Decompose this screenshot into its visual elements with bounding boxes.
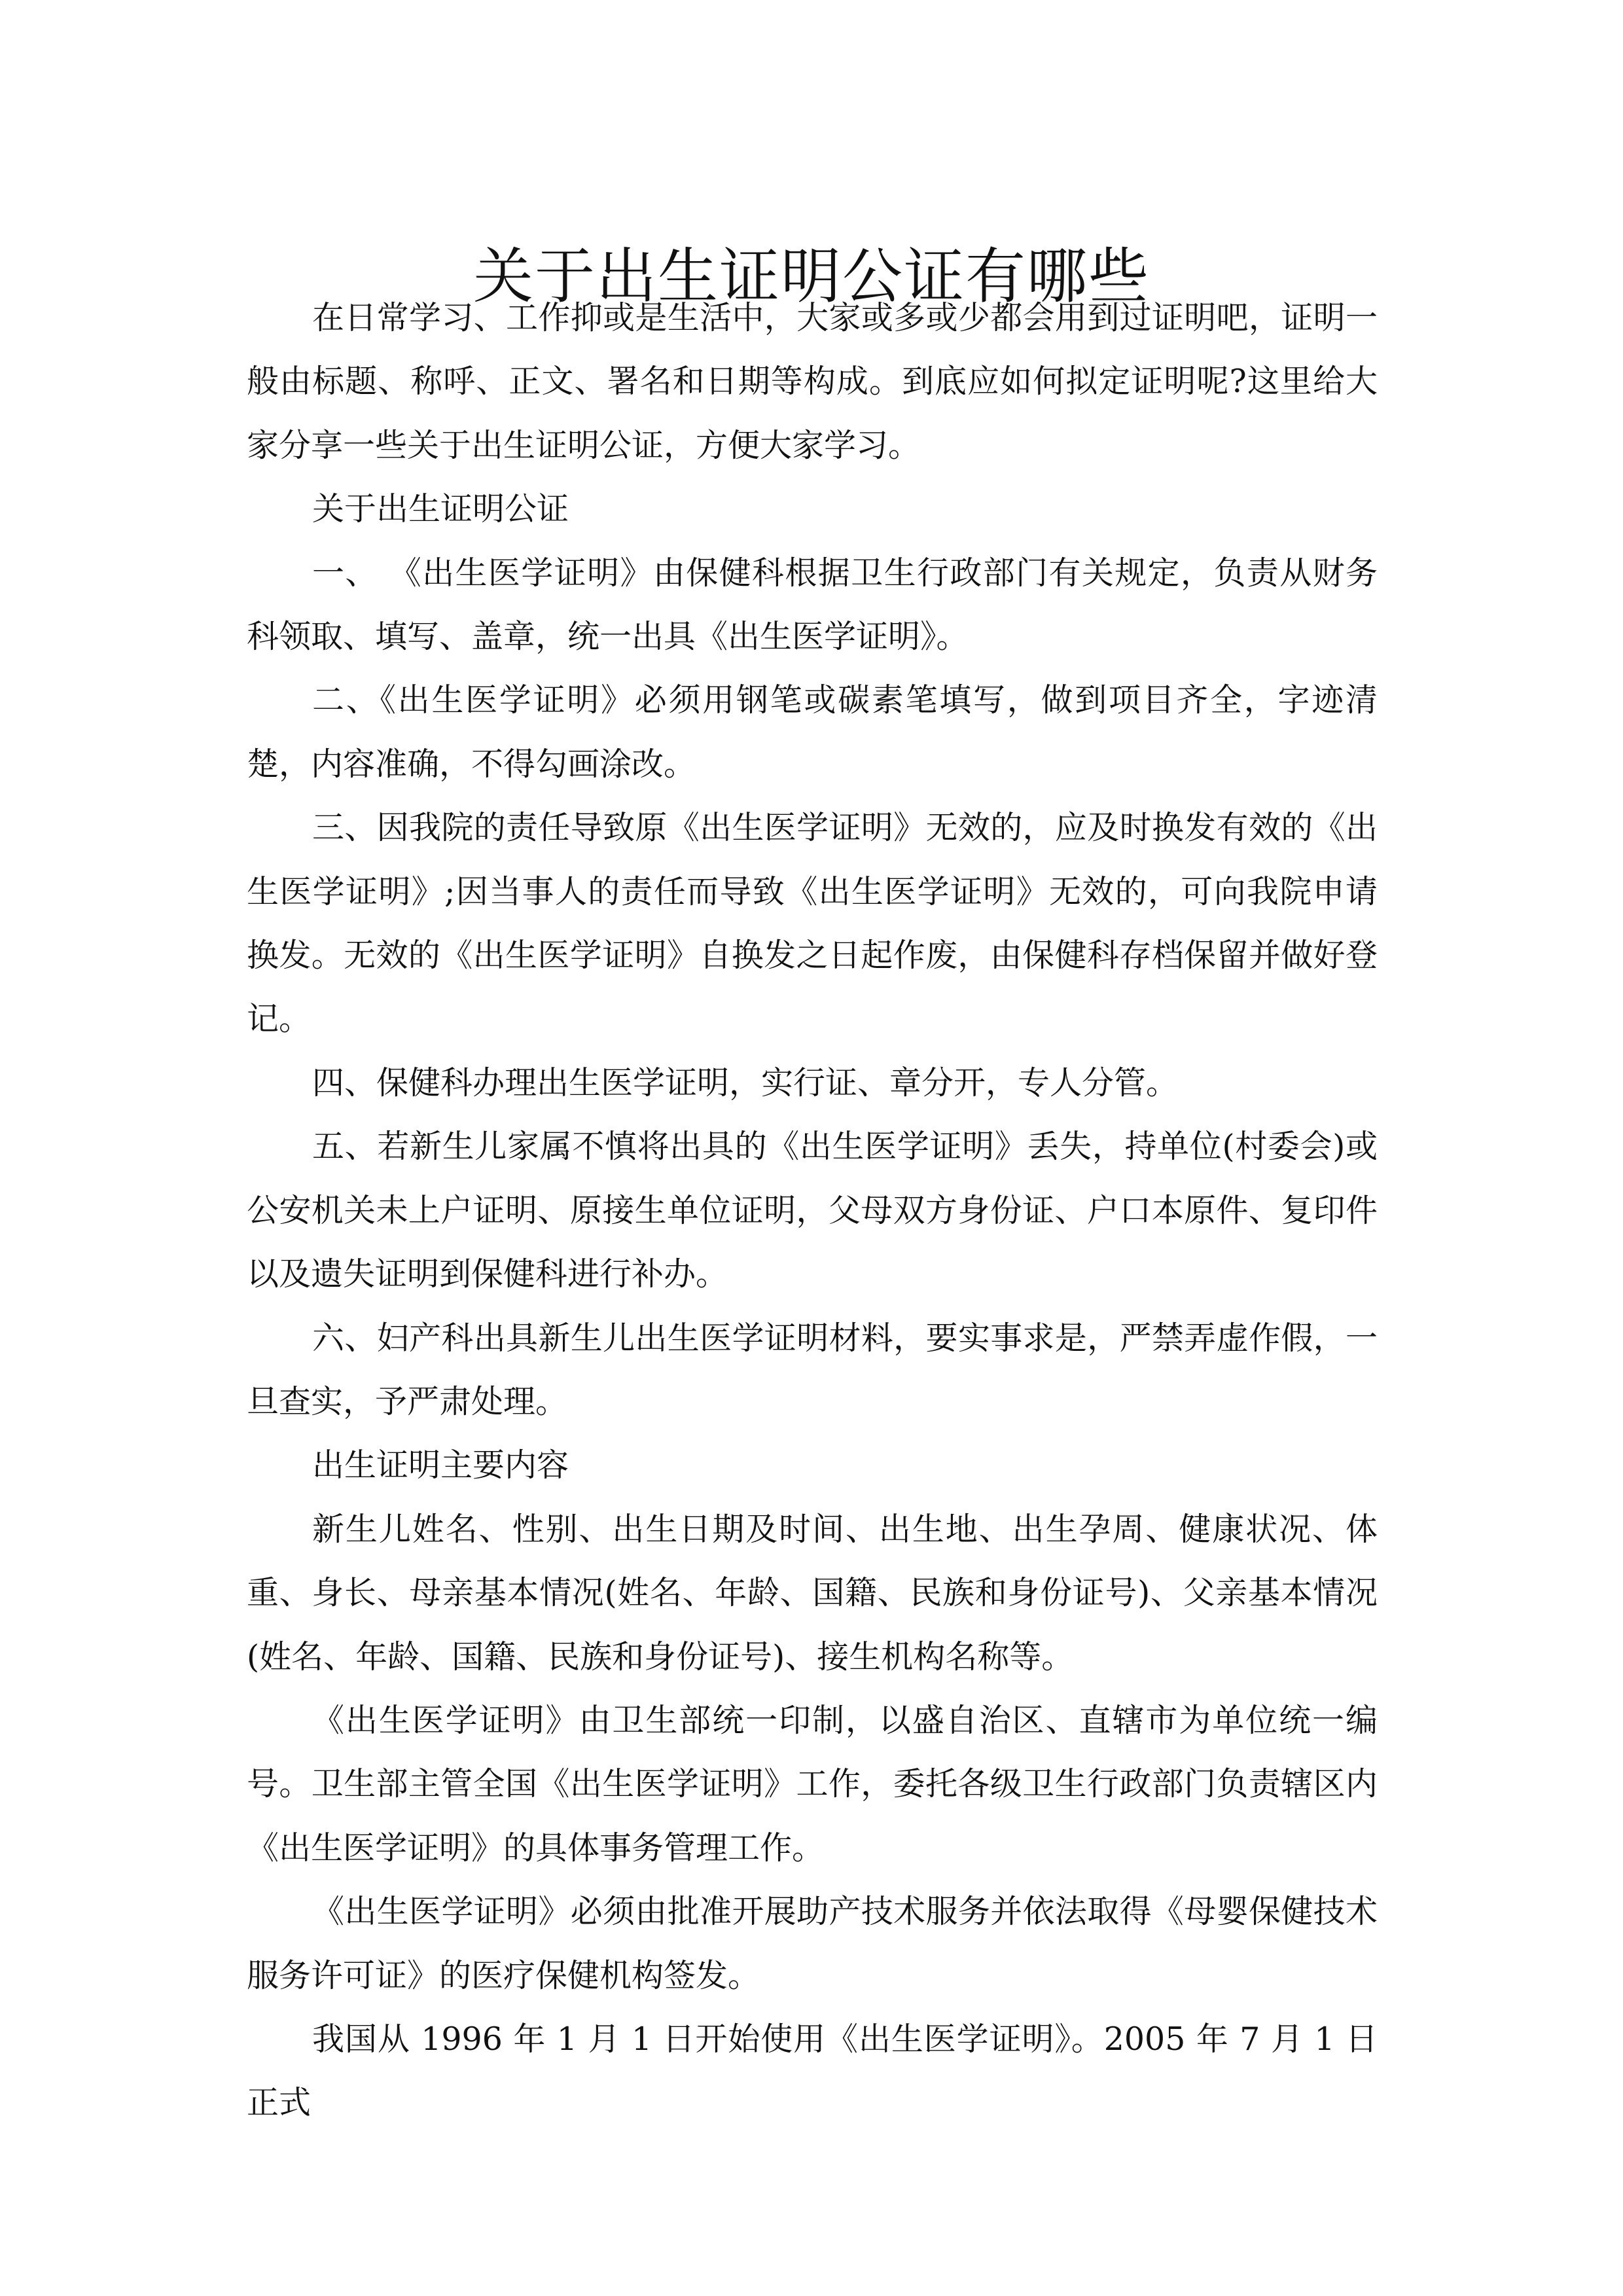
section-heading-notarization: 关于出生证明公证 xyxy=(312,490,569,528)
paragraph-item-3: 三、因我院的责任导致原《出生医学证明》无效的，应及时换发有效的《出生医学证明》;因当事人的责任而导致《出生医学证明》无效的，可向我院申请换发。无效的《出生医学证明》自换发之日起作废，由保健科存档保留并做好登记。 xyxy=(247,809,1378,1038)
paragraph-printing: 《出生医学证明》由卫生部统一印制，以盛自治区、直辖市为单位统一编号。卫生部主管全国《出生医学证明》工作，委托各级卫生行政部门负责辖区内《出生医学证明》的具体事务管理工作。 xyxy=(247,1701,1378,1867)
paragraph-item-6: 六、妇产科出具新生儿出生医学证明材料，要实事求是，严禁弄虚作假，一旦查实，予严肃处理。 xyxy=(247,1319,1378,1420)
section-heading-main-content: 出生证明主要内容 xyxy=(312,1446,569,1484)
paragraph-item-5: 五、若新生儿家属不慎将出具的《出生医学证明》丢失，持单位(村委会)或公安机关未上户证明、原接生单位证明，父母双方身份证、户口本原件、复印件以及遗失证明到保健科进行补办。 xyxy=(247,1128,1378,1293)
paragraph-content-list: 新生儿姓名、性别、出生日期及时间、出生地、出生孕周、健康状况、体重、身长、母亲基本情况(姓名、年龄、国籍、民族和身份证号)、父亲基本情况(姓名、年龄、国籍、民族和身份证号)、接生机构名称等。 xyxy=(247,1510,1378,1676)
paragraph-intro: 在日常学习、工作抑或是生活中，大家或多或少都会用到过证明吧，证明一般由标题、称呼、正文、署名和日期等构成。到底应如何拟定证明呢?这里给大家分享一些关于出生证明公证，方便大家学习。 xyxy=(247,299,1378,464)
paragraph-history: 我国从 1996 年 1 月 1 日开始使用《出生医学证明》。2005 年 7 月 1 日正式 xyxy=(247,2020,1378,2122)
document-body xyxy=(247,286,1378,2135)
paragraph-item-1: 一、 《出生医学证明》由保健科根据卫生行政部门有关规定，负责从财务科领取、填写、盖章，统一出具《出生医学证明》。 xyxy=(247,554,1378,656)
paragraph-issuance: 《出生医学证明》必须由批准开展助产技术服务并依法取得《母婴保健技术服务许可证》的医疗保健机构签发。 xyxy=(247,1893,1378,1994)
document-title: 关于出生证明公证有哪些 xyxy=(473,241,1150,312)
paragraph-item-2: 二、《出生医学证明》必须用钢笔或碳素笔填写，做到项目齐全，字迹清楚，内容准确，不得勾画涂改。 xyxy=(247,681,1378,783)
paragraph-item-4: 四、保健科办理出生医学证明，实行证、章分开，专人分管。 xyxy=(312,1064,1179,1102)
